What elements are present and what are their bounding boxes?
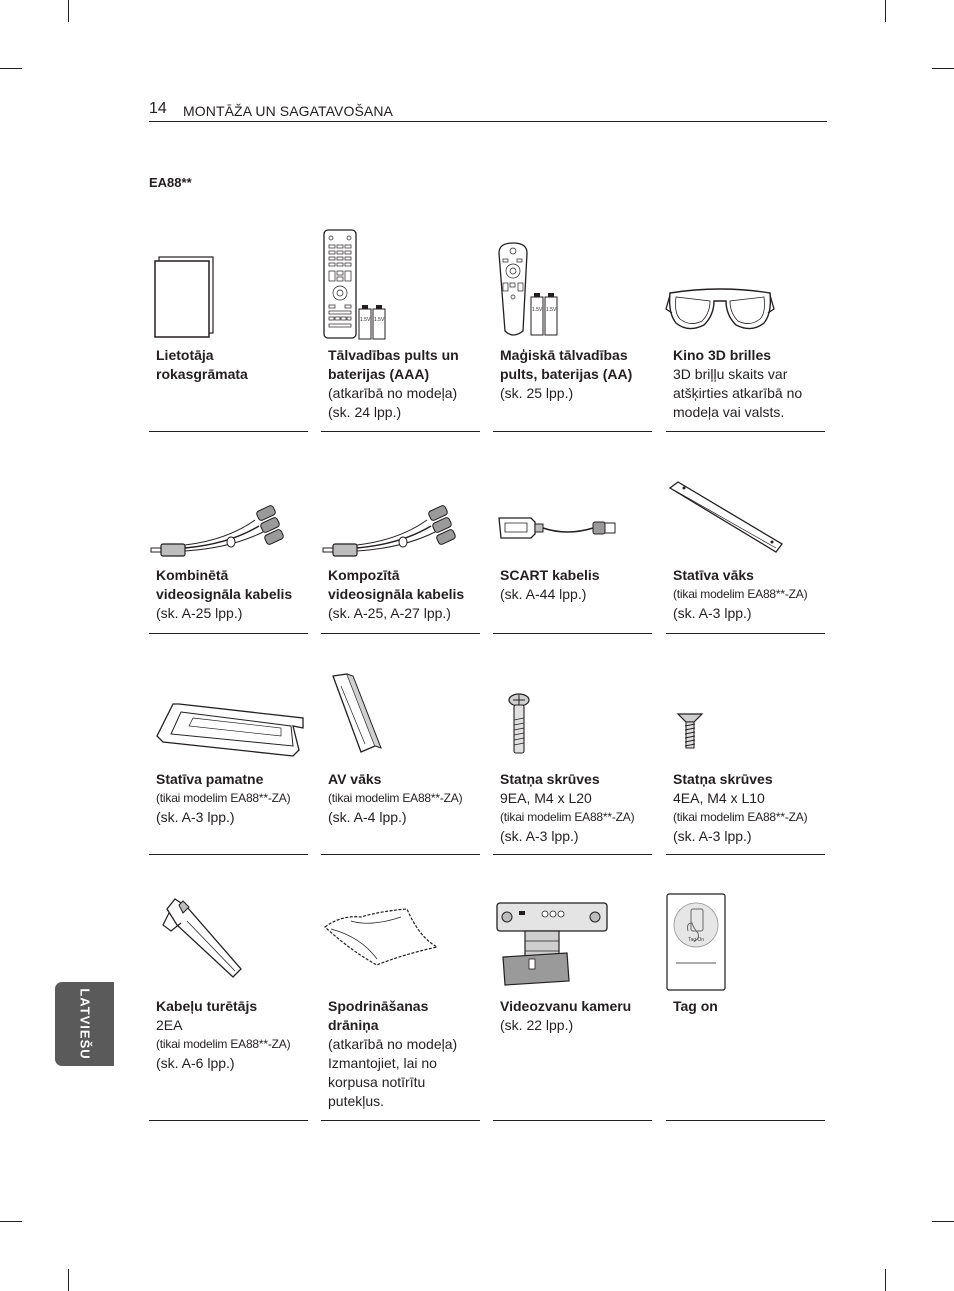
item-text bbox=[156, 346, 306, 384]
item-text bbox=[673, 770, 823, 846]
battery-label: 1.5V bbox=[360, 317, 371, 323]
cleaning-cloth-icon bbox=[321, 907, 439, 967]
item-text bbox=[673, 997, 823, 1016]
item-text bbox=[328, 997, 478, 1111]
av-cover-icon bbox=[331, 674, 391, 754]
item-detail: 2EA bbox=[156, 1017, 183, 1033]
crop-mark bbox=[0, 68, 22, 69]
item-text bbox=[500, 346, 650, 403]
item-text bbox=[673, 566, 823, 623]
item-detail: (sk. A-25 lpp.) bbox=[156, 605, 243, 621]
item-component-cable bbox=[149, 460, 308, 634]
item-title: SCART kabelis bbox=[500, 567, 600, 583]
item-stand-base bbox=[149, 662, 308, 855]
item-title: AV vāks bbox=[328, 771, 382, 787]
item-detail: (sk. A-25, A-27 lpp.) bbox=[328, 605, 451, 621]
magic-remote-icon bbox=[495, 241, 565, 341]
item-detail: (sk. A-6 lpp.) bbox=[156, 1055, 235, 1071]
item-title: Kino 3D brilles bbox=[673, 347, 772, 363]
item-text bbox=[328, 346, 478, 422]
item-model-note: (tikai modelim EA88**-ZA) bbox=[673, 810, 808, 824]
item-text bbox=[156, 770, 306, 827]
item-detail: (sk. 22 lpp.) bbox=[500, 1017, 574, 1033]
crop-mark bbox=[885, 1269, 886, 1291]
item-owners-manual bbox=[149, 225, 308, 432]
item-detail: 3D briļļu skaits var atšķirties atkarībā no modeļa vai valsts. bbox=[673, 366, 803, 420]
item-3d-glasses bbox=[666, 225, 825, 432]
item-magic-remote bbox=[493, 225, 652, 432]
language-tab bbox=[55, 982, 114, 1066]
battery-label: 1.5V bbox=[374, 317, 385, 323]
item-model-note: (tikai modelim EA88**-ZA) bbox=[673, 587, 808, 601]
item-detail: (atkarībā no modeļa) bbox=[328, 1036, 458, 1052]
remote-control-icon bbox=[323, 229, 393, 341]
item-detail: (sk. A-3 lpp.) bbox=[500, 828, 579, 844]
item-av-cover bbox=[321, 662, 480, 855]
item-scart-cable bbox=[493, 460, 652, 634]
item-title: Statīva vāks bbox=[673, 567, 754, 583]
item-detail: (sk. A-44 lpp.) bbox=[500, 586, 587, 602]
item-text bbox=[328, 770, 478, 827]
screw-icon bbox=[507, 692, 533, 756]
item-detail: 4EA, M4 x L10 bbox=[673, 790, 765, 806]
page-number: 14 bbox=[149, 100, 167, 117]
item-title: Videozvanu kameru bbox=[500, 998, 632, 1014]
item-title: Kompozītā videosignāla kabelis bbox=[328, 567, 465, 602]
battery-label: 1.5V bbox=[532, 307, 543, 313]
page-header bbox=[149, 101, 827, 122]
item-title: Maģiskā tālvadības pults, baterijas (AA) bbox=[500, 347, 633, 382]
item-detail: (sk. A-3 lpp.) bbox=[156, 809, 235, 825]
item-text bbox=[673, 346, 823, 422]
screw-icon bbox=[676, 712, 706, 752]
scart-cable-icon bbox=[497, 510, 627, 550]
tag-on-icon bbox=[666, 893, 728, 993]
item-detail: (sk. A-4 lpp.) bbox=[328, 809, 407, 825]
crop-mark bbox=[932, 1221, 954, 1222]
language-tab-label: LATVIEŠU bbox=[77, 988, 92, 1060]
item-remote-control bbox=[321, 225, 480, 432]
item-cleaning-cloth bbox=[321, 885, 480, 1121]
crop-mark bbox=[932, 68, 954, 69]
crop-mark bbox=[885, 0, 886, 22]
item-stand-cover bbox=[666, 460, 825, 634]
item-text bbox=[156, 997, 306, 1073]
item-model-note: (tikai modelim EA88**-ZA) bbox=[156, 791, 291, 805]
item-cable-holder bbox=[149, 885, 308, 1121]
item-screws-l10 bbox=[666, 662, 825, 855]
item-tag-on bbox=[666, 885, 825, 1121]
item-detail: (sk. A-3 lpp.) bbox=[673, 828, 752, 844]
stand-cover-icon bbox=[668, 480, 784, 554]
section-title: MONTĀŽA UN SAGATAVOŠANA bbox=[183, 103, 393, 119]
item-title: Statņa skrūves bbox=[500, 771, 600, 787]
item-text bbox=[500, 770, 650, 846]
crop-mark bbox=[68, 0, 69, 22]
item-text bbox=[156, 566, 306, 623]
item-detail: (sk. A-3 lpp.) bbox=[673, 605, 752, 621]
composite-cable-icon bbox=[321, 504, 461, 560]
item-detail: Izmantojiet, lai no korpusa notīrītu putekļus. bbox=[328, 1055, 437, 1109]
item-composite-cable bbox=[321, 460, 480, 634]
item-detail: (sk. 25 lpp.) bbox=[500, 385, 574, 401]
item-title: Tālvadības pults un baterijas (AAA) bbox=[328, 347, 459, 382]
item-title: Statīva pamatne bbox=[156, 771, 264, 787]
item-text bbox=[328, 566, 478, 623]
video-camera-icon bbox=[495, 897, 611, 989]
item-text bbox=[500, 566, 650, 604]
item-text bbox=[500, 997, 650, 1035]
stand-base-icon bbox=[153, 700, 307, 760]
item-title: Kombinētā videosignāla kabelis bbox=[156, 567, 293, 602]
item-detail: (atkarībā no modeļa) bbox=[328, 385, 458, 401]
item-model-note: (tikai modelim EA88**-ZA) bbox=[328, 791, 463, 805]
battery-label: 1.5V bbox=[546, 307, 557, 313]
model-label: EA88** bbox=[149, 175, 192, 190]
item-detail: (sk. 24 lpp.) bbox=[328, 404, 402, 420]
item-title: Statņa skrūves bbox=[673, 771, 773, 787]
crop-mark bbox=[68, 1269, 69, 1291]
3d-glasses-icon bbox=[666, 283, 776, 335]
item-model-note: (tikai modelim EA88**-ZA) bbox=[500, 810, 635, 824]
component-cable-icon bbox=[149, 504, 289, 560]
tag-on-label: Tag On bbox=[687, 937, 705, 943]
item-screws-l20 bbox=[493, 662, 652, 855]
cable-holder-icon bbox=[157, 895, 247, 981]
crop-mark bbox=[0, 1221, 22, 1222]
item-model-note: (tikai modelim EA88**-ZA) bbox=[156, 1037, 291, 1051]
item-title: Spodrināšanas drāniņa bbox=[328, 998, 429, 1033]
manual-icon bbox=[153, 255, 215, 335]
item-title: Tag on bbox=[673, 998, 718, 1014]
item-detail: 9EA, M4 x L20 bbox=[500, 790, 592, 806]
item-title: Lietotāja rokasgrāmata bbox=[156, 347, 248, 382]
item-title: Kabeļu turētājs bbox=[156, 998, 258, 1014]
item-video-call-camera bbox=[493, 885, 652, 1121]
